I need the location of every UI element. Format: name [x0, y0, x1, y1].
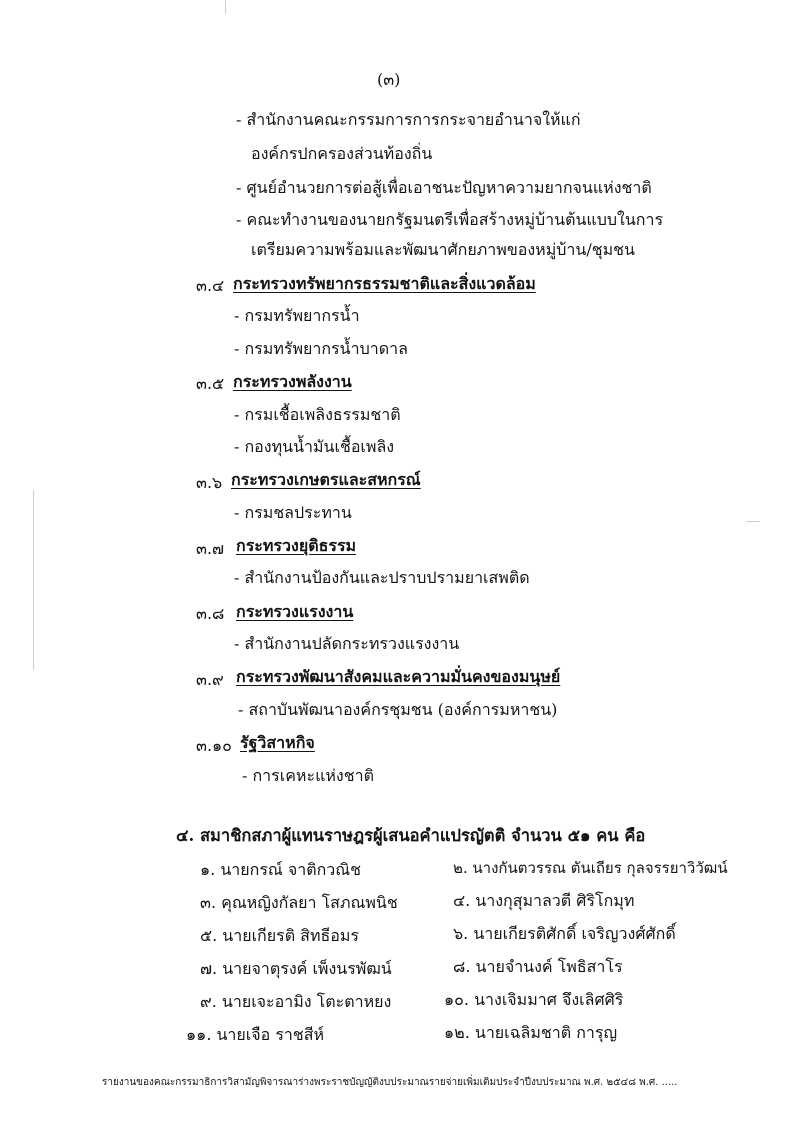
section-number: ๓.๘ — [196, 604, 225, 623]
section-title: กระทรวงแรงงาน — [236, 602, 354, 621]
section-title: กระทรวงทรัพยากรธรรมชาติและสิ่งแวดล้อม — [233, 274, 536, 293]
section-item: - สำนักงานปลัดกระทรวงแรงงาน — [234, 634, 460, 653]
member-name: ๕. นายเกียรติ สิทธีอมร — [200, 926, 360, 945]
scan-edge-line-left — [33, 490, 34, 670]
section-item: - กรมทรัพยากรน้ำ — [234, 306, 360, 325]
page-number: (๓) — [377, 70, 401, 89]
section-title: รัฐวิสาหกิจ — [240, 733, 315, 752]
member-name: ๒. นางกันตวรรณ ตันเถียร กุลจรรยาวิวัฒน์ — [453, 859, 728, 877]
intro-item: องค์กรปกครองส่วนท้องถิ่น — [251, 144, 433, 163]
member-name: ๗. นายจาตุรงค์ เพ็งนรพัฒน์ — [200, 959, 392, 978]
section-number: ๓.๑๐ — [196, 736, 232, 755]
intro-item: - สำนักงานคณะกรรมการการกระจายอำนาจให้แก่ — [236, 110, 581, 129]
section-item: - สถาบันพัฒนาองค์กรชุมชน (องค์การมหาชน) — [238, 700, 558, 719]
member-name: ๑๐. นางเจิมมาศ จึงเลิศศิริ — [444, 990, 624, 1009]
member-name: ๙. นายเจะอามิง โตะตาหยง — [200, 992, 392, 1011]
section-number: ๓.๔ — [196, 276, 225, 295]
section-number: ๓.๗ — [196, 539, 225, 558]
section-item: - กรมเชื้อเพลิงธรรมชาติ — [234, 405, 401, 424]
section-number: ๓.๕ — [196, 374, 225, 393]
section-number: ๓.๙ — [196, 670, 224, 689]
section-title: กระทรวงพลังงาน — [233, 372, 352, 391]
member-name: ๓. คุณหญิงกัลยา โสภณพนิช — [200, 893, 398, 912]
section-title: กระทรวงยุติธรรม — [236, 536, 357, 555]
section-item: - สำนักงานป้องกันและปราบปรามยาเสพติด — [234, 568, 530, 587]
intro-item: - คณะทำงานของนายกรัฐมนตรีเพื่อสร้างหมู่บ้านต้นแบบในการ — [236, 210, 664, 229]
section-title: กระทรวงเกษตรและสหกรณ์ — [231, 470, 421, 489]
section-title: กระทรวงพัฒนาสังคมและความมั่นคงของมนุษย์ — [236, 667, 561, 686]
scan-edge-line-top — [225, 0, 226, 14]
intro-item: เตรียมความพร้อมและพัฒนาศักยภาพของหมู่บ้าน/ชุมชน — [251, 240, 635, 259]
scan-edge-line-right — [746, 521, 760, 522]
member-name: ๔. นางกุสุมาลวตี ศิริโกมุท — [453, 891, 635, 910]
intro-item: - ศูนย์อำนวยการต่อสู้เพื่อเอาชนะปัญหาความยากจนแห่งชาติ — [236, 178, 652, 197]
page-footer: รายงานของคณะกรรมาธิการวิสามัญพิจารณาร่างพระราชบัญญัติงบประมาณรายจ่ายเพิ่มเติมประจำปีงบประมาณ พ.ศ. ๒๕๔๘ พ.ศ. ..... — [102, 1077, 678, 1088]
section-item: - การเคหะแห่งชาติ — [242, 766, 374, 785]
members-heading: ๔. สมาชิกสภาผู้แทนราษฎรผู้เสนอคำแปรญัตติ จำนวน ๕๑ คน คือ — [176, 826, 646, 845]
member-name: ๘. นายจำนงค์ โพธิสาโร — [453, 957, 623, 976]
section-item: - กรมทรัพยากรน้ำบาดาล — [234, 339, 408, 358]
section-number: ๓.๖ — [196, 473, 223, 492]
member-name: ๑. นายกรณ์ จาติกวณิช — [200, 860, 361, 879]
member-name: ๑๒. นายเฉลิมชาติ การุญ — [444, 1023, 618, 1042]
member-name: ๖. นายเกียรติศักดิ์ เจริญวงศ์ศักดิ์ — [453, 924, 676, 943]
section-item: - กองทุนน้ำมันเชื้อเพลิง — [234, 437, 395, 456]
section-item: - กรมชลประทาน — [234, 503, 352, 522]
member-name: ๑๑. นายเจือ ราชสีห์ — [186, 1025, 325, 1044]
